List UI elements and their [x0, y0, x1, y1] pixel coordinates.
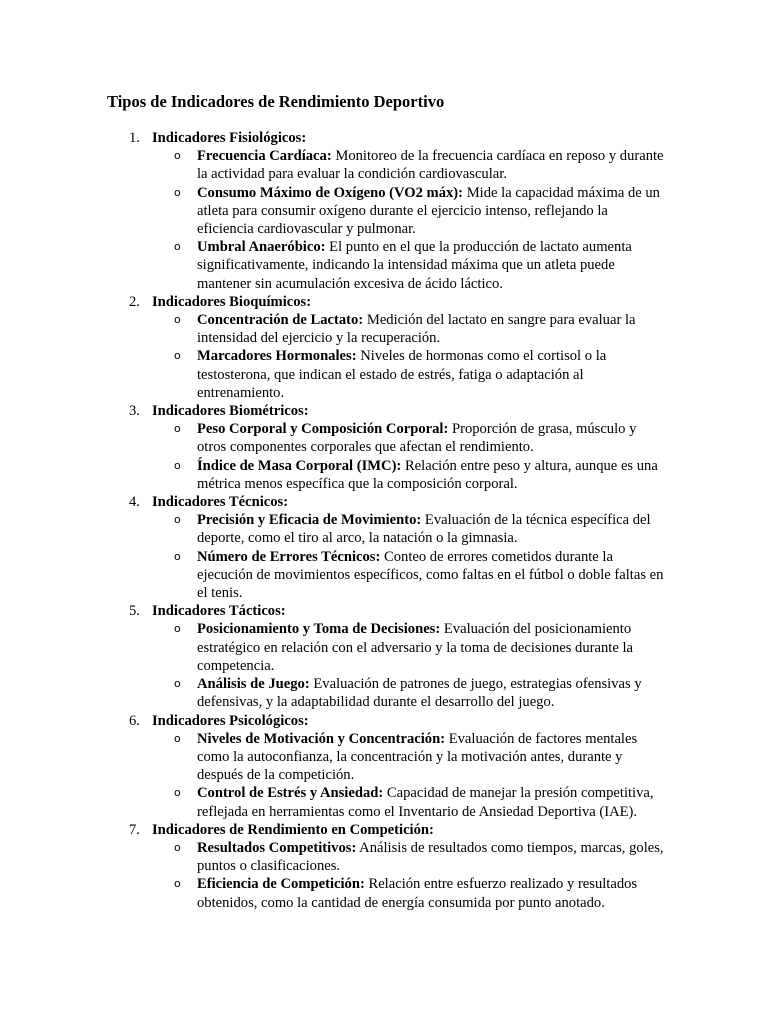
item-term: Consumo Máximo de Oxígeno (VO2 máx):	[197, 184, 464, 201]
section-number: 5.	[129, 603, 140, 620]
item-term: Umbral Anaeróbico:	[197, 239, 326, 256]
section-item	[107, 129, 667, 293]
item-description: Monitoreo de la frecuencia cardíaca en reposo y durante la actividad para evaluar la condición cardiovascular.	[197, 148, 664, 183]
item-description: Proporción de grasa, músculo y otros componentes corporales que afectan el rendimiento.	[197, 421, 637, 456]
list-item	[152, 675, 667, 711]
item-description: Análisis de resultados como tiempos, marcas, goles, puntos o clasificaciones.	[197, 839, 664, 875]
section-title: Indicadores Biométricos:	[152, 403, 309, 420]
item-term: Número de Errores Técnicos:	[197, 548, 381, 565]
item-term: Concentración de Lactato:	[197, 312, 364, 329]
section-item	[107, 602, 667, 711]
item-description: Relación entre esfuerzo realizado y resultados obtenidos, como la cantidad de energía consumida por punto anotado.	[197, 876, 638, 911]
list-item	[152, 420, 667, 456]
list-item	[152, 839, 667, 875]
circle-bullet-icon: o	[174, 877, 181, 891]
item-term: Peso Corporal y Composición Corporal:	[197, 421, 449, 438]
section-item	[107, 821, 667, 912]
section-items-list	[152, 839, 667, 912]
section-items-list	[152, 620, 667, 711]
item-term: Índice de Masa Corporal (IMC):	[197, 457, 402, 474]
circle-bullet-icon: o	[174, 149, 181, 163]
circle-bullet-icon: o	[174, 513, 181, 527]
section-number: 2.	[129, 293, 140, 310]
section-items-list	[152, 147, 667, 293]
section-item	[107, 712, 667, 821]
circle-bullet-icon: o	[174, 731, 181, 745]
circle-bullet-icon: o	[174, 458, 181, 472]
item-description: El punto en el que la producción de lactato aumenta significativamente, indicando la intensidad máxima que un atleta puede mantener sin acumulación excesiva de ácido láctico.	[197, 239, 632, 292]
item-term: Resultados Competitivos:	[197, 839, 357, 856]
section-title: Indicadores de Rendimiento en Competición:	[152, 821, 434, 838]
section-title: Indicadores Psicológicos:	[152, 712, 309, 729]
list-item	[152, 875, 667, 911]
section-items-list	[152, 311, 667, 402]
section-title: Indicadores Tácticos:	[152, 603, 286, 620]
section-number: 1.	[129, 130, 140, 146]
item-term: Frecuencia Cardíaca:	[197, 148, 332, 165]
circle-bullet-icon: o	[174, 313, 181, 327]
list-item	[152, 548, 667, 603]
circle-bullet-icon: o	[174, 349, 181, 363]
list-item	[152, 620, 667, 675]
section-items-list	[152, 420, 667, 493]
circle-bullet-icon: o	[174, 786, 181, 800]
section-item	[107, 293, 667, 402]
document-title: Tipos de Indicadores de Rendimiento Deportivo	[107, 92, 445, 111]
section-number: 6.	[129, 712, 140, 729]
item-description: Evaluación de patrones de juego, estrategias ofensivas y defensivas, y la adaptabilidad durante el desarrollo del juego.	[197, 676, 642, 711]
item-description: Evaluación del posicionamiento estratégico en relación con el adversario y la toma de decisiones durante la competencia.	[197, 621, 634, 674]
list-item	[152, 238, 667, 293]
circle-bullet-icon: o	[174, 422, 181, 436]
section-number: 3.	[129, 403, 140, 420]
circle-bullet-icon: o	[174, 840, 181, 854]
section-items-list	[152, 730, 667, 821]
list-item	[152, 184, 667, 239]
indicator-sections-list	[107, 129, 667, 912]
item-term: Marcadores Hormonales:	[197, 348, 357, 365]
item-description: Capacidad de manejar la presión competitiva, reflejada en herramientas como el Inventario de Ansiedad Deportiva (IAE).	[197, 785, 654, 820]
list-item	[152, 147, 667, 183]
section-items-list	[152, 511, 667, 602]
circle-bullet-icon: o	[174, 677, 181, 691]
list-item	[152, 511, 667, 547]
circle-bullet-icon: o	[174, 185, 181, 199]
section-title: Indicadores Técnicos:	[152, 494, 289, 511]
item-term: Control de Estrés y Ansiedad:	[197, 785, 384, 802]
item-description: Evaluación de factores mentales como la autoconfianza, la concentración y la motivación antes, durante y después de la competición.	[197, 730, 638, 784]
circle-bullet-icon: o	[174, 622, 181, 636]
item-description: Conteo de errores cometidos durante la ejecución de movimientos específicos, como faltas en el fútbol o doble faltas en el tenis.	[197, 548, 664, 602]
item-term: Análisis de Juego:	[197, 676, 310, 693]
list-item	[152, 784, 667, 820]
section-number: 7.	[129, 821, 140, 838]
item-description: Relación entre peso y altura, aunque es una métrica menos específica que la composición corporal.	[197, 457, 658, 492]
section-title: Indicadores Bioquímicos:	[152, 293, 312, 310]
circle-bullet-icon: o	[174, 549, 181, 563]
section-item	[107, 402, 667, 493]
list-item	[152, 457, 667, 493]
item-description: Evaluación de la técnica específica del deporte, como el tiro al arco, la natación o la gimnasia.	[197, 512, 651, 547]
item-description: Niveles de hormonas como el cortisol o la testosterona, que indican el estado de estrés, fatiga o adaptación al entrenamiento.	[197, 348, 607, 401]
circle-bullet-icon: o	[174, 240, 181, 254]
list-item	[152, 311, 667, 347]
section-number: 4.	[129, 494, 140, 511]
item-description: Mide la capacidad máxima de un atleta para consumir oxígeno durante el ejercicio intenso, reflejando la eficiencia cardiovascular y pulmonar.	[197, 184, 660, 238]
item-term: Posicionamiento y Toma de Decisiones:	[197, 621, 441, 638]
item-term: Precisión y Eficacia de Movimiento:	[197, 512, 422, 529]
item-term: Niveles de Motivación y Concentración:	[197, 730, 446, 747]
section-title: Indicadores Fisiológicos:	[152, 130, 307, 146]
list-item	[152, 730, 667, 785]
item-description: Medición del lactato en sangre para evaluar la intensidad del ejercicio y la recuperación.	[197, 312, 636, 347]
item-term: Eficiencia de Competición:	[197, 876, 365, 893]
section-item	[107, 493, 667, 602]
list-item	[152, 347, 667, 402]
